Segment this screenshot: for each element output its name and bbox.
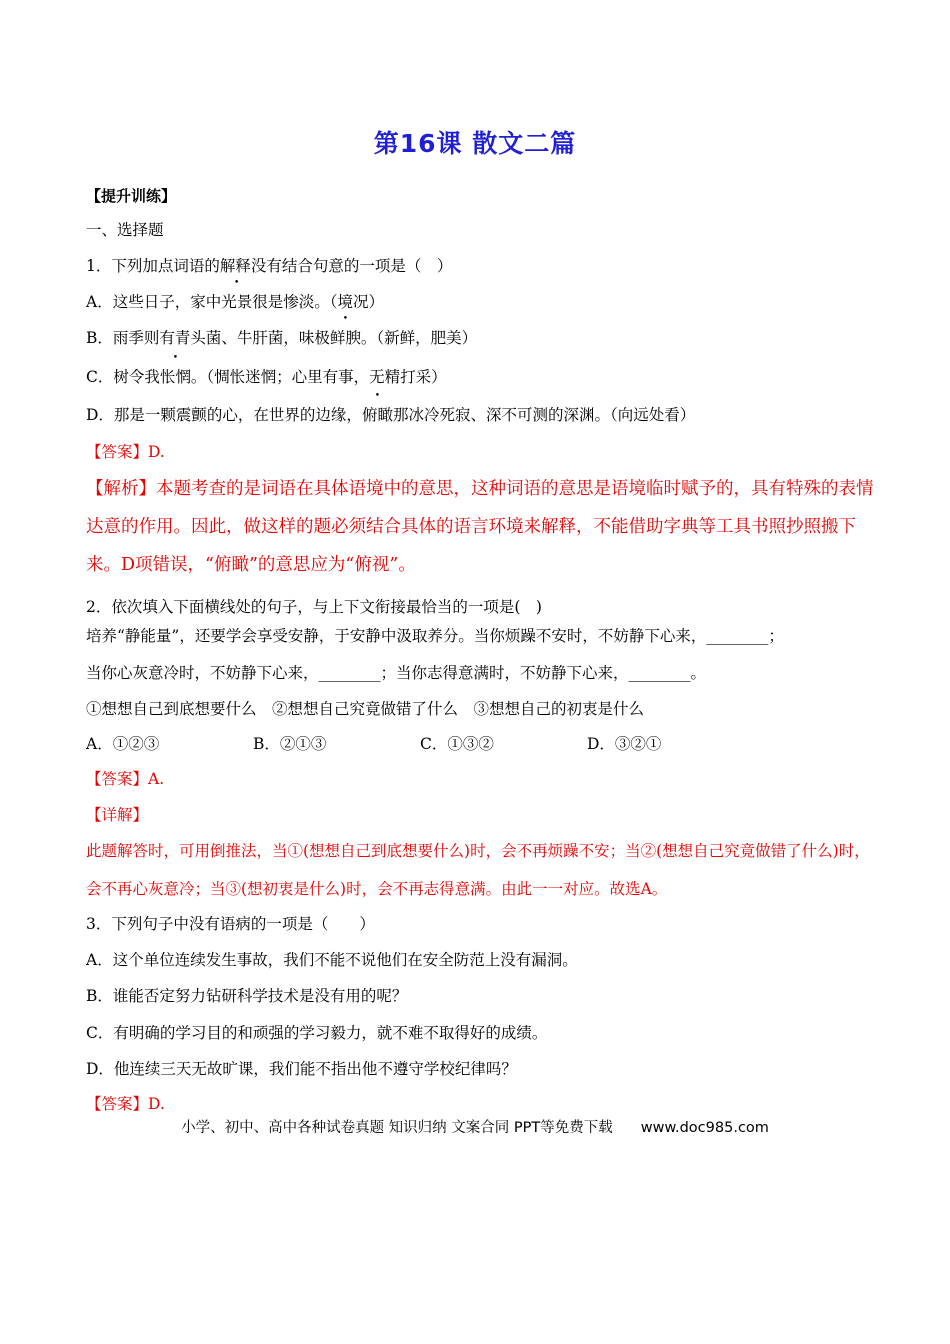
q2-option-d: D．③②① xyxy=(587,735,662,753)
q1-answer: 【答案】D. xyxy=(86,443,165,461)
q1-a-post: 很是惨淡。（境况） xyxy=(252,293,384,311)
q2-detail: 此题解答时，可用倒推法，当①(想想自己到底想要什么)时，会不再烦躁不安；当②(想想自己究竟做错了什么)时，会不再心灰意冷；当③(想初衷是什么)时，会不再志得意满。由此一一对应。故选A。 xyxy=(86,842,870,898)
q3-option-a: A．这个单位连续发生事故，我们不能不说他们在安全防范上没有漏洞。 xyxy=(86,951,578,969)
section-heading: 【提升训练】 xyxy=(86,187,177,205)
q2-passage-line-1: 培养“静能量”，还要学会享受安静，于安静中汲取养分。当你烦躁不安时，不妨静下心来，________； xyxy=(86,627,784,645)
q2-option-c: C．①③② xyxy=(420,735,494,753)
q1-a-pre: A．这些日子，家中 xyxy=(86,293,222,311)
q3-option-d: D．他连续三天无故旷课，我们能不指出他不遵守学校纪律吗？ xyxy=(86,1060,517,1078)
q2-items: ①想想自己到底想要什么 ②想想自己究竟做错了什么 ③想想自己的初衷是什么 xyxy=(86,700,645,718)
q2-answer: 【答案】A. xyxy=(86,770,165,788)
q1-c-post: 。（惆怅迷惘；心里有事，无精打采） xyxy=(190,368,447,386)
q2-answer-label: 【答案】 xyxy=(86,770,149,788)
q1-d-dotted-word: 俯瞰 xyxy=(361,406,393,424)
q2-options xyxy=(86,734,754,754)
q3-answer-value: D xyxy=(148,1095,160,1113)
q1-c-pre: C．树令我 xyxy=(86,368,160,386)
q1-b-post: 。（新鲜，肥美） xyxy=(360,329,478,347)
q2-option-b: B．②①③ xyxy=(253,735,327,753)
q1-analysis-label: 【解析】 xyxy=(86,479,156,499)
q1-b-dotted-word: 鲜腴 xyxy=(329,329,361,347)
q1-option-a xyxy=(86,292,384,312)
q2-detail-label: 【详解】 xyxy=(86,806,149,824)
q1-stem: 1．下列加点词语的解释没有结合句意的一项是（ ） xyxy=(86,257,453,275)
q3-stem: 3．下列句子中没有语病的一项是（ ） xyxy=(86,915,375,933)
q1-option-d xyxy=(86,405,695,425)
q3-option-b: B．谁能否定努力钻研科学技术是没有用的呢？ xyxy=(86,987,408,1005)
q1-analysis-text: 本题考查的是词语在具体语境中的意思，这种词语的意思是语境临时赋予的，具有特殊的表情达意的作用。因此，做这样的题必须结合具体的语言环境来解释，不能借助字典等工具书照抄照搬下来。D项错误，“俯瞰”的意思应为“俯视”。 xyxy=(86,479,874,575)
page-title: 第16课 散文二篇 xyxy=(373,129,577,158)
q1-option-b xyxy=(86,328,477,348)
q2-answer-value: A xyxy=(148,770,160,788)
q1-analysis xyxy=(86,470,876,584)
footer-text: 小学、初中、高中各种试卷真题 知识归纳 文案合同 PPT等免费下载 xyxy=(181,1120,613,1136)
q2-stem: 2．依次填入下面横线处的句子，与上下文衔接最恰当的一项是( ) xyxy=(86,598,542,616)
q1-answer-label: 【答案】 xyxy=(86,443,149,461)
q3-option-c: C．有明确的学习目的和顽强的学习毅力，就不难不取得好的成绩。 xyxy=(86,1024,548,1042)
q1-answer-value: D xyxy=(148,443,160,461)
q1-c-dotted-word: 怅惘 xyxy=(159,368,191,386)
q3-answer-label: 【答案】 xyxy=(86,1095,149,1113)
page-footer xyxy=(0,1116,950,1137)
footer-url[interactable]: www.doc985.com xyxy=(640,1120,769,1136)
q1-b-pre: B．雨季则有青头菌、牛肝菌，味极 xyxy=(86,329,330,347)
q1-d-post: 那冰冷死寂、深不可测的深渊。（向远处看） xyxy=(392,406,696,424)
q1-d-pre: D．那是一颗震颤的心，在世界的边缘， xyxy=(86,406,362,424)
part-heading: 一、选择题 xyxy=(86,221,164,239)
q2-option-a: A．①②③ xyxy=(86,735,160,753)
q1-a-dotted-word: 光景 xyxy=(221,293,253,311)
q3-answer: 【答案】D. xyxy=(86,1095,165,1113)
q2-passage-line-2: 当你心灰意冷时，不妨静下心来，________；当你志得意满时，不妨静下心来，________。 xyxy=(86,664,707,682)
q1-option-c xyxy=(86,367,447,387)
